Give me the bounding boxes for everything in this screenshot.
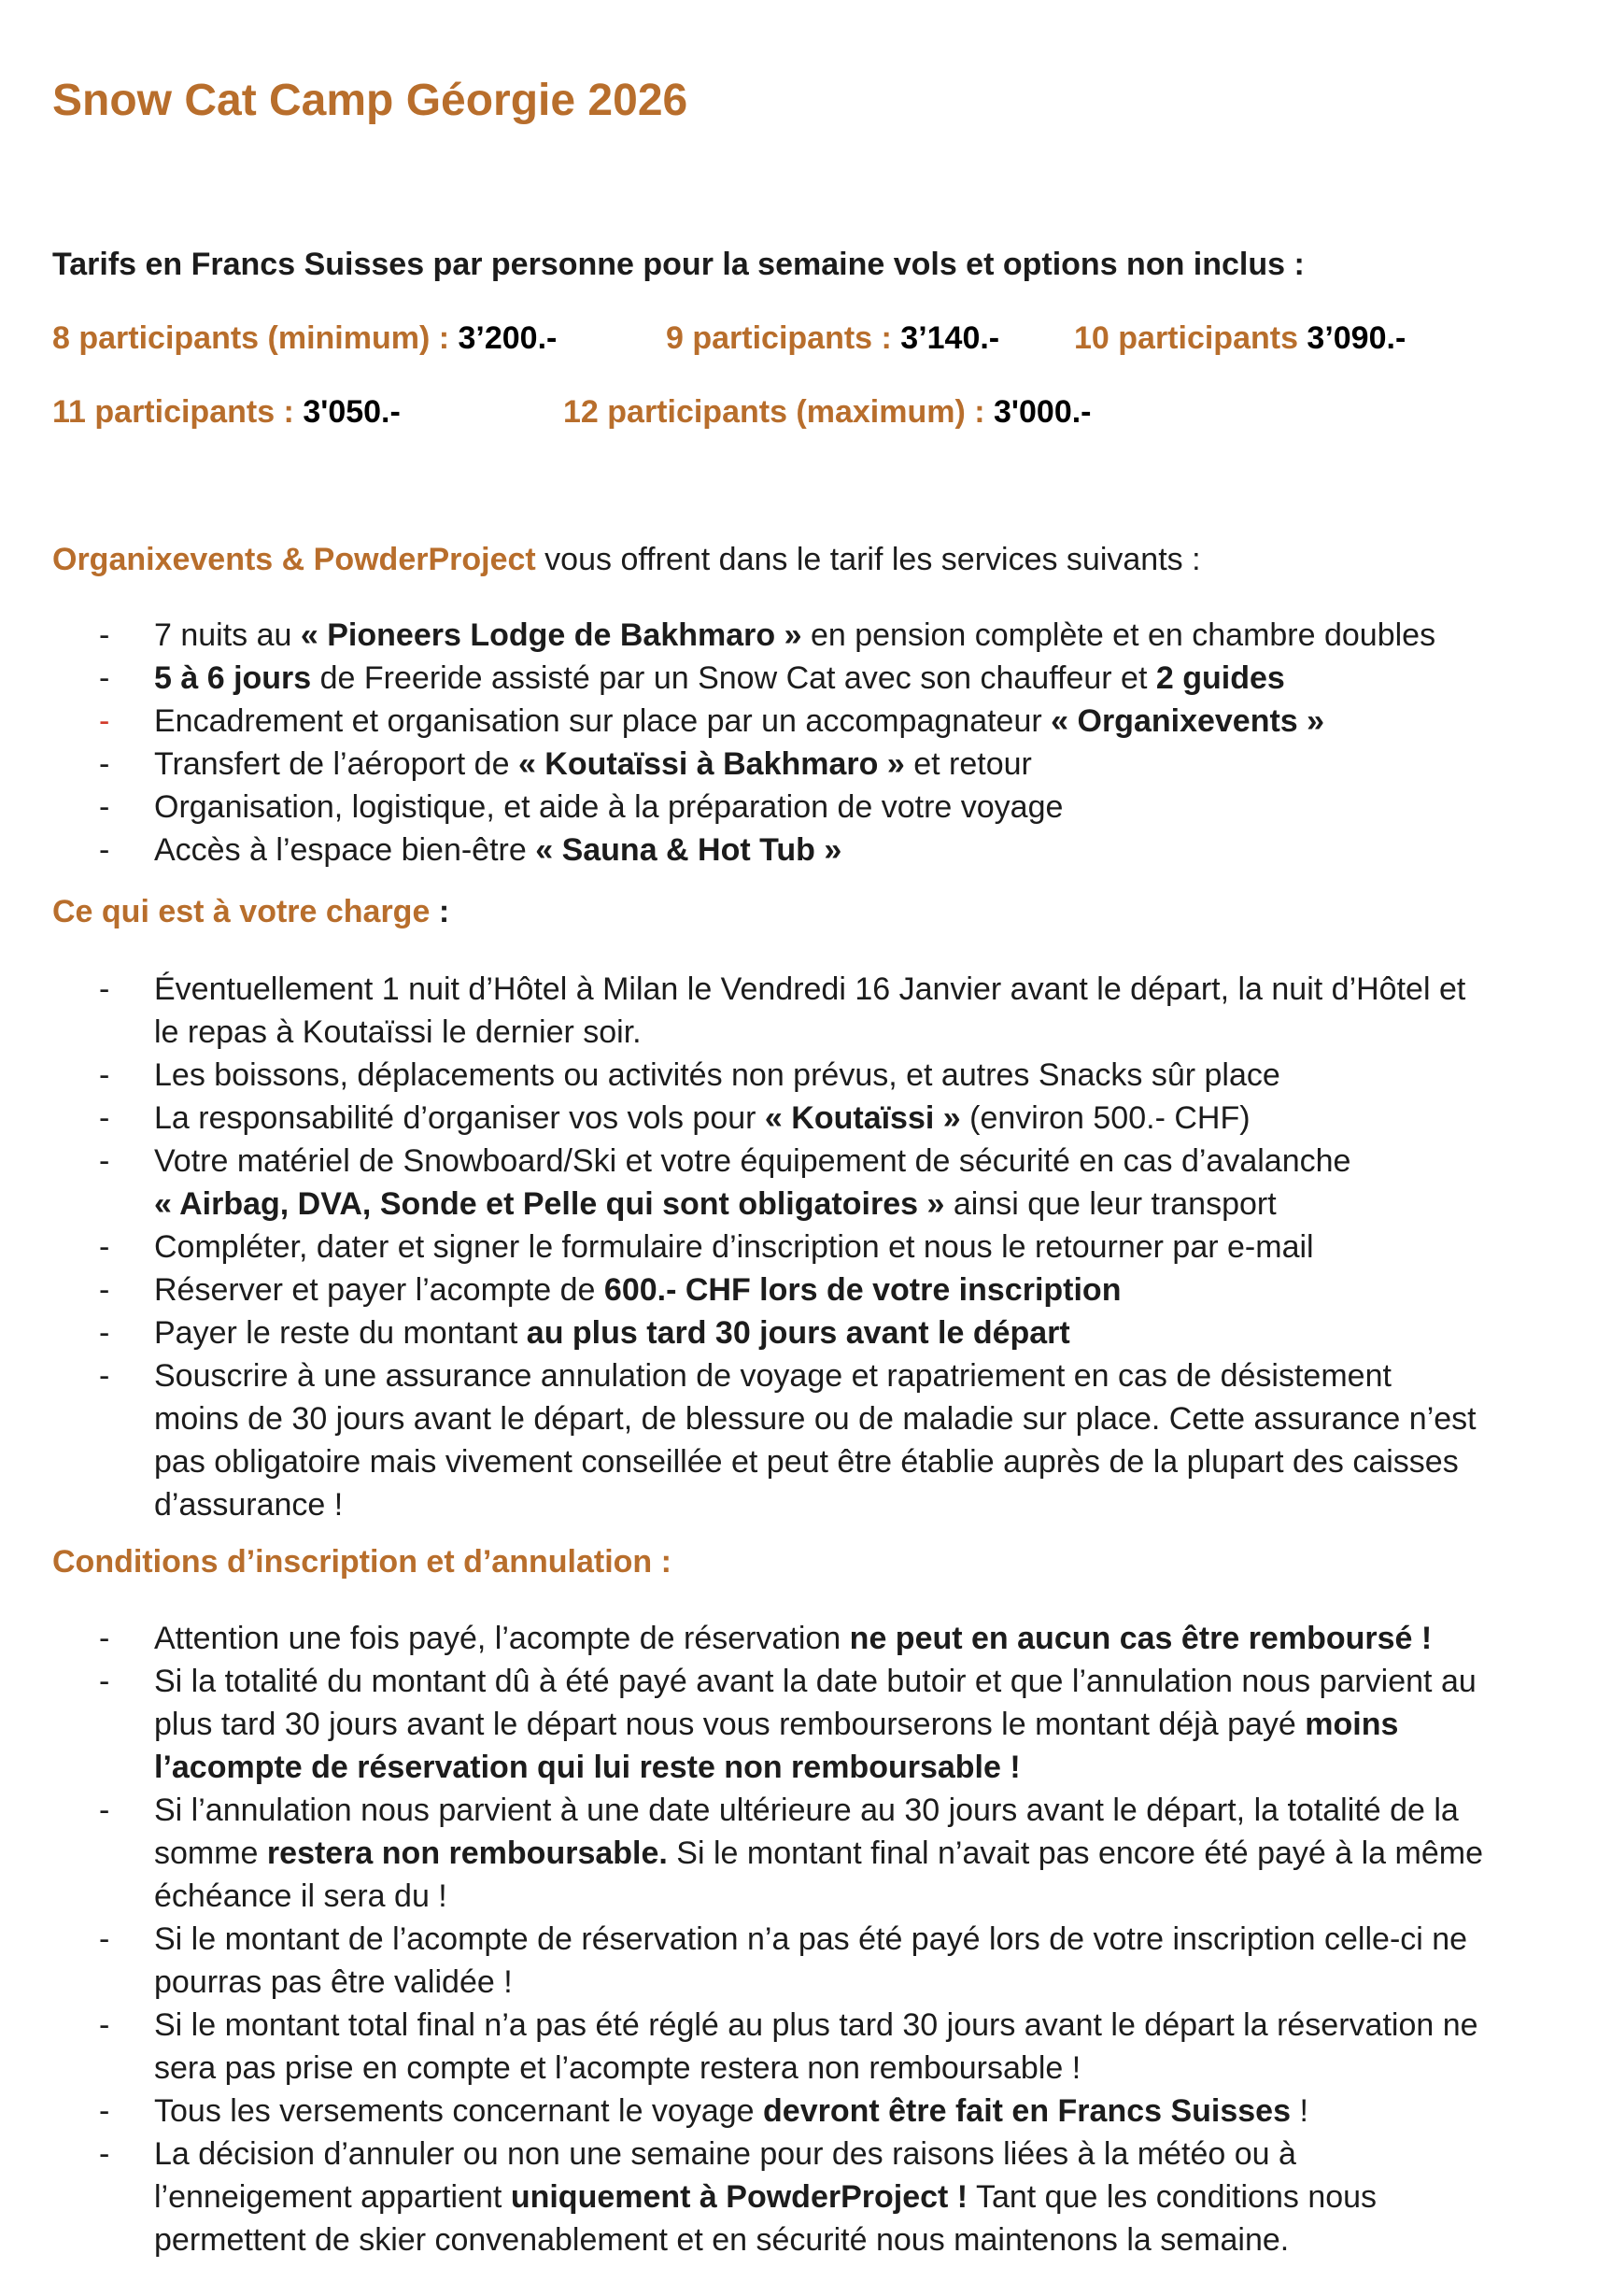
text: somme <box>154 1835 267 1871</box>
text: Compléter, dater et signer le formulaire d’inscription et nous le retourner par e-mail <box>154 1229 1314 1265</box>
bold-text: l’acompte de réservation qui lui reste non remboursable ! <box>154 1750 1021 1785</box>
list-item <box>0 829 1597 872</box>
text: Les boissons, déplacements ou activités non prévus, et autres Snacks sûr place <box>154 1057 1280 1093</box>
price-10-participants <box>1074 320 1406 357</box>
list-item-line <box>154 2090 1569 2133</box>
list-item-line <box>154 2004 1569 2047</box>
list-item-line <box>154 2176 1569 2218</box>
bullet-dash: - <box>99 789 110 825</box>
list-item-line <box>154 657 1569 700</box>
list-item <box>0 1311 1597 1354</box>
bullet-dash: - <box>99 1621 110 1656</box>
services-list <box>0 614 1597 872</box>
bold-text: « Airbag, DVA, Sonde et Pelle qui sont obligatoires » <box>154 1186 945 1222</box>
bold-text: au plus tard 30 jours avant le départ <box>526 1315 1070 1351</box>
bullet-dash: - <box>99 1143 110 1179</box>
bullet-dash: - <box>99 2093 110 2129</box>
conditions-heading: Conditions d’inscription et d’annulation : <box>52 1544 671 1580</box>
list-item <box>0 1617 1597 1660</box>
list-item-line <box>154 1268 1569 1311</box>
list-item <box>0 1097 1597 1140</box>
price-8-participants <box>52 320 557 357</box>
text: Organisation, logistique, et aide à la préparation de votre voyage <box>154 789 1064 825</box>
text: échéance il sera du ! <box>154 1878 447 1914</box>
tarifs-heading: Tarifs en Francs Suisses par personne pour la semaine vols et options non inclus : <box>52 247 1305 282</box>
text: Votre matériel de Snowboard/Ski et votre équipement de sécurité en cas d’avalanche <box>154 1143 1351 1179</box>
text: d’assurance ! <box>154 1487 344 1523</box>
bold-text: uniquement à PowderProject ! <box>510 2179 968 2215</box>
bold-text: « Koutaïssi » <box>764 1100 961 1136</box>
text: Si le montant total final n’a pas été réglé au plus tard 30 jours avant le départ la réservation ne <box>154 2007 1478 2043</box>
text: ainsi que leur transport <box>944 1186 1277 1222</box>
text: Si le montant final n’avait pas encore été payé à la même <box>667 1835 1484 1871</box>
price-amount: 3’140.- <box>900 320 1000 356</box>
bold-text: 5 à 6 jours <box>154 660 312 696</box>
list-item <box>0 1268 1597 1311</box>
list-item-line <box>154 1746 1569 1789</box>
bullet-dash: - <box>99 1358 110 1394</box>
bullet-dash: - <box>99 660 110 696</box>
text: de Freeride assisté par un Snow Cat avec son chauffeur et <box>311 660 1156 696</box>
list-item-line <box>154 1226 1569 1268</box>
text: permettent de skier convenablement et en sécurité nous maintenons la semaine. <box>154 2222 1290 2258</box>
price-label: 11 participants : <box>52 394 304 430</box>
price-12-participants <box>563 394 1092 431</box>
bold-text: moins <box>1305 1707 1399 1742</box>
bold-text: ne peut en aucun cas être remboursé ! <box>849 1621 1433 1656</box>
list-item-line <box>154 1789 1569 1832</box>
list-item <box>0 1660 1597 1789</box>
bullet-dash: - <box>99 1664 110 1699</box>
list-item-line <box>154 1011 1569 1054</box>
text: Si le montant de l’acompte de réservation n’a pas été payé lors de votre inscription celle-ci ne <box>154 1921 1468 1957</box>
list-item <box>0 1140 1597 1226</box>
price-amount: 3'000.- <box>994 394 1092 430</box>
list-item <box>0 1226 1597 1268</box>
text: pourras pas être validée ! <box>154 1964 513 2000</box>
list-item <box>0 614 1597 657</box>
list-item <box>0 1054 1597 1097</box>
price-label: 8 participants (minimum) : <box>52 320 459 356</box>
list-item <box>0 743 1597 786</box>
charge-heading <box>52 894 449 930</box>
bullet-dash: - <box>99 971 110 1007</box>
bullet-dash: - <box>99 1272 110 1308</box>
price-9-participants <box>666 320 999 357</box>
list-item-line <box>154 1918 1569 1961</box>
bold-text: « Koutaïssi à Bakhmaro » <box>517 746 905 782</box>
bold-text: restera non remboursable. <box>266 1835 668 1871</box>
text: Transfert de l’aéroport de <box>154 746 518 782</box>
list-item <box>0 786 1597 829</box>
text: La responsabilité d’organiser vos vols pour <box>154 1100 765 1136</box>
bullet-dash: - <box>99 1793 110 1828</box>
list-item-line <box>154 2218 1569 2261</box>
list-item-line <box>154 1483 1569 1526</box>
services-intro <box>52 542 1201 578</box>
text: 7 nuits au <box>154 617 301 653</box>
text: et retour <box>904 746 1032 782</box>
bullet-dash: - <box>99 1229 110 1265</box>
list-item <box>0 700 1597 743</box>
intro-brand: Organixevents & PowderProject <box>52 542 536 577</box>
bullet-dash: - <box>99 703 110 739</box>
conditions-list <box>0 1617 1597 2261</box>
text: Éventuellement 1 nuit d’Hôtel à Milan le Vendredi 16 Janvier avant le départ, la nuit d’Hôtel et <box>154 971 1466 1007</box>
bullet-dash: - <box>99 2136 110 2172</box>
bullet-dash: - <box>99 746 110 782</box>
bold-text: « Sauna & Hot Tub » <box>535 832 842 868</box>
intro-text: vous offrent dans le tarif les services suivants : <box>535 542 1201 577</box>
list-item-line <box>154 1097 1569 1140</box>
text: en pension complète et en chambre doubles <box>801 617 1436 653</box>
bold-text: 600.- CHF lors de votre inscription <box>603 1272 1122 1308</box>
list-item-line <box>154 1311 1569 1354</box>
list-item-line <box>154 2047 1569 2090</box>
text: Attention une fois payé, l’acompte de réservation <box>154 1621 850 1656</box>
list-item-line <box>154 1440 1569 1483</box>
bold-text: « Organixevents » <box>1051 703 1325 739</box>
bullet-dash: - <box>99 832 110 868</box>
bullet-dash: - <box>99 1921 110 1957</box>
list-item-line <box>154 1660 1569 1703</box>
list-item-line <box>154 786 1569 829</box>
list-item <box>0 2090 1597 2133</box>
list-item <box>0 968 1597 1054</box>
bullet-dash: - <box>99 617 110 653</box>
bullet-dash: - <box>99 1315 110 1351</box>
text: Si la totalité du montant dû à été payé avant la date butoir et que l’annulation nous parvient au <box>154 1664 1477 1699</box>
price-11-participants <box>52 394 401 431</box>
bullet-dash: - <box>99 2007 110 2043</box>
page-title: Snow Cat Camp Géorgie 2026 <box>52 76 688 125</box>
list-item-line <box>154 1140 1569 1183</box>
bold-text: devront être fait en Francs Suisses <box>763 2093 1291 2129</box>
charge-heading-text: Ce qui est à votre charge <box>52 894 431 929</box>
list-item-line <box>154 743 1569 786</box>
bullet-dash: - <box>99 1057 110 1093</box>
text: Réserver et payer l’acompte de <box>154 1272 604 1308</box>
price-label: 12 participants (maximum) : <box>563 394 995 430</box>
list-item-line <box>154 1617 1569 1660</box>
list-item-line <box>154 968 1569 1011</box>
text: Encadrement et organisation sur place par un accompagnateur <box>154 703 1052 739</box>
list-item-line <box>154 1961 1569 2004</box>
list-item-line <box>154 1183 1569 1226</box>
text: moins de 30 jours avant le départ, de blessure ou de maladie sur place. Cette assurance n’est <box>154 1401 1477 1437</box>
list-item-line <box>154 1875 1569 1918</box>
price-amount: 3’090.- <box>1307 320 1406 356</box>
list-item-line <box>154 700 1569 743</box>
text: La décision d’annuler ou non une semaine pour des raisons liées à la météo ou à <box>154 2136 1296 2172</box>
list-item-line <box>154 614 1569 657</box>
text: Souscrire à une assurance annulation de voyage et rapatriement en cas de désistement <box>154 1358 1392 1394</box>
list-item-line <box>154 1054 1569 1097</box>
list-item <box>0 1918 1597 2004</box>
list-item-line <box>154 1354 1569 1397</box>
bullet-dash: - <box>99 1100 110 1136</box>
text: l’enneigement appartient <box>154 2179 511 2215</box>
list-item <box>0 2004 1597 2090</box>
list-item-line <box>154 2133 1569 2176</box>
list-item <box>0 1789 1597 1918</box>
bold-text: 2 guides <box>1155 660 1285 696</box>
text: ! <box>1291 2093 1308 2129</box>
list-item <box>0 1354 1597 1526</box>
bold-text: « Pioneers Lodge de Bakhmaro » <box>300 617 802 653</box>
list-item-line <box>154 829 1569 872</box>
text: pas obligatoire mais vivement conseillée et peut être établie auprès de la plupart des caisses <box>154 1444 1459 1480</box>
charge-heading-colon: : <box>430 894 450 929</box>
price-amount: 3'050.- <box>303 394 401 430</box>
text: le repas à Koutaïssi le dernier soir. <box>154 1014 642 1050</box>
text: plus tard 30 jours avant le départ nous vous rembourserons le montant déjà payé <box>154 1707 1306 1742</box>
text: Tant que les conditions nous <box>968 2179 1378 2215</box>
price-amount: 3’200.- <box>458 320 558 356</box>
text: Accès à l’espace bien-être <box>154 832 536 868</box>
list-item-line <box>154 1703 1569 1746</box>
text: Si l’annulation nous parvient à une date ultérieure au 30 jours avant le départ, la totalité de la <box>154 1793 1459 1828</box>
price-label: 9 participants : <box>666 320 901 356</box>
text: (environ 500.- CHF) <box>960 1100 1251 1136</box>
text: Payer le reste du montant <box>154 1315 527 1351</box>
text: sera pas prise en compte et l’acompte restera non remboursable ! <box>154 2050 1081 2086</box>
charges-list <box>0 968 1597 1526</box>
text: Tous les versements concernant le voyage <box>154 2093 764 2129</box>
price-label: 10 participants <box>1074 320 1307 356</box>
list-item <box>0 657 1597 700</box>
list-item <box>0 2133 1597 2261</box>
list-item-line <box>154 1832 1569 1875</box>
list-item-line <box>154 1397 1569 1440</box>
